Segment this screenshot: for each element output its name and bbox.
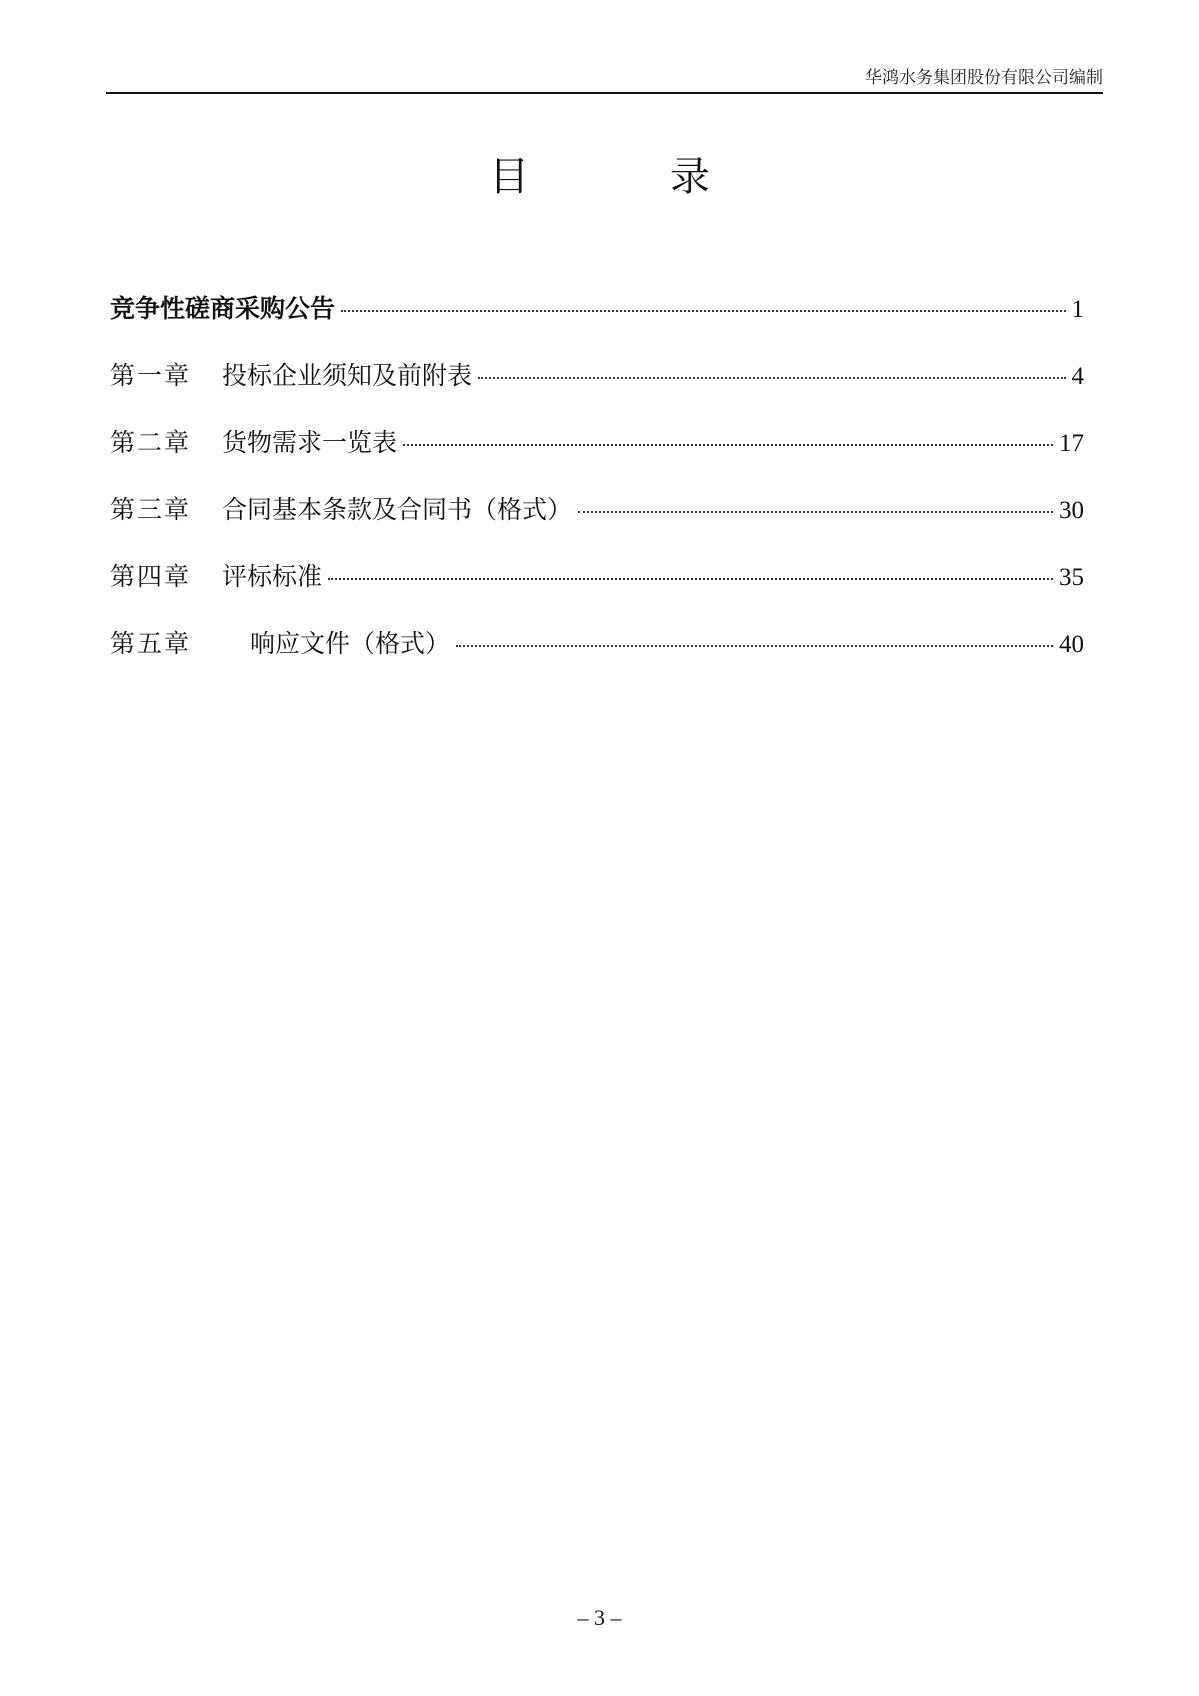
toc-entry-title: 货物需求一览表 <box>222 428 398 457</box>
toc-entry-label <box>110 629 450 659</box>
toc-dot-leader <box>578 511 1053 513</box>
toc-page-number: 1 <box>1071 296 1084 323</box>
header-company-text: 华鸿水务集团股份有限公司编制 <box>865 68 1103 88</box>
footer-page-number: – 3 – <box>577 1605 622 1630</box>
toc-entry-title: 响应文件（格式） <box>250 629 451 658</box>
toc-entry-label <box>110 294 335 324</box>
page-title: 目 录 <box>489 154 774 200</box>
toc-entry-label <box>110 562 322 592</box>
toc-dot-leader <box>478 377 1065 379</box>
toc-dot-leader <box>341 310 1065 312</box>
toc-entry-title: 合同基本条款及合同书（格式） <box>222 495 573 524</box>
toc-dot-leader <box>403 444 1053 446</box>
toc-page-number: 17 <box>1059 430 1084 457</box>
toc-chapter-number: 第四章 <box>110 562 192 591</box>
toc-entry-label <box>110 495 572 525</box>
toc-entry-chapter-1[interactable] <box>110 361 1084 428</box>
toc-page-number: 35 <box>1059 564 1084 591</box>
toc-entry-title: 投标企业须知及前附表 <box>222 361 473 390</box>
toc-entry-label <box>110 361 472 391</box>
toc-page-number: 40 <box>1059 631 1084 658</box>
toc-entry-title: 评标标准 <box>222 562 323 591</box>
header-rule <box>106 92 1103 94</box>
table-of-contents <box>110 294 1084 696</box>
toc-entry-announcement[interactable] <box>110 294 1084 361</box>
toc-chapter-number: 第五章 <box>110 629 192 658</box>
toc-entry-chapter-2[interactable] <box>110 428 1084 495</box>
toc-entry-chapter-4[interactable] <box>110 562 1084 629</box>
toc-chapter-number: 第一章 <box>110 361 192 390</box>
toc-page-number: 30 <box>1059 497 1084 524</box>
toc-chapter-number: 第二章 <box>110 428 192 457</box>
toc-entry-label <box>110 428 397 458</box>
toc-entry-title: 竞争性磋商采购公告 <box>110 294 336 323</box>
toc-entry-chapter-5[interactable] <box>110 629 1084 696</box>
toc-dot-leader <box>328 578 1053 580</box>
toc-page-number: 4 <box>1071 363 1084 390</box>
toc-chapter-number: 第三章 <box>110 495 192 524</box>
toc-dot-leader <box>456 645 1053 647</box>
toc-entry-chapter-3[interactable] <box>110 495 1084 562</box>
